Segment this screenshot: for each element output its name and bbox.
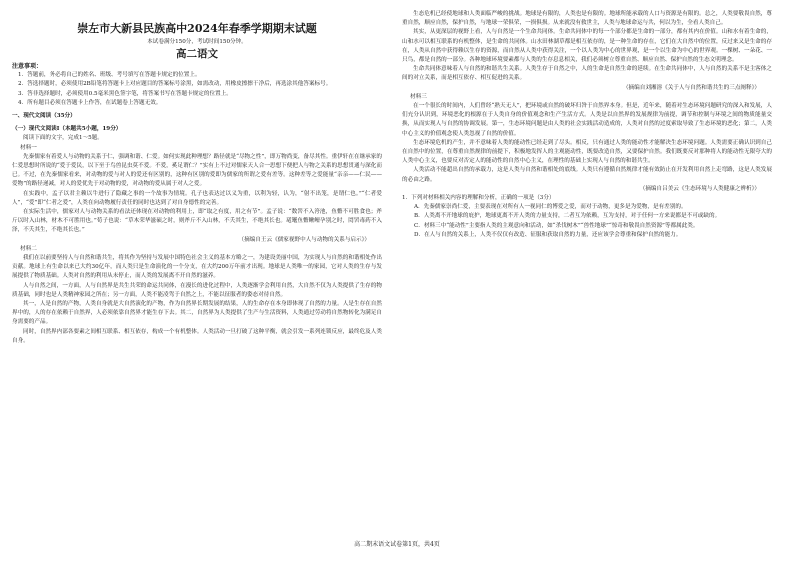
reading-instruction: 阅读下面的文字，完成1～5题。 — [23, 135, 103, 142]
paragraph: 先秦儒家有着爱人与动物的关系于仁，强调和谐、仁爱。如何实现此种理想？路径就是“尽物之性”，即万物尚变，备尽其性。重伊轩在在继承家的仁爱思想时所说的“爱于爱民，以下至于鸟兽昆虫莫不爱。不爱，奚足谓仁？”实有上不过对儒家天人合一思想下便把人与物之关系的思想贯通与深化而已。不过，在先秦儒家看来，对动物的爱与对人的爱还有区别的，这种有区别的爱即为儒家的所谓之爱有差等。这种差等之爱能量“亲亲——仁民——爱物”的路径递减，对人的爱优先于对动物的爱，对动物的爱从属于对人之爱。 — [12, 153, 382, 188]
question-option: C．材料三中“能动性”主要指人类的主观意向和活动，如“杀伐树木”“兽性地球”“惊奇和敬畏自然资源”等都属此类。 — [414, 222, 699, 229]
paragraph: 人类活动不能超出自然的承载力，这是人类与自然和谐相处的底线。人类只有遵循自然规律才能有效防止在开发利用自然上走弯路，这是人类发展的必由之路。 — [402, 167, 772, 183]
material-label: 材料三 — [410, 93, 427, 100]
paragraph: 在实践中，孟子以君主赖以牛进行了隐藏之事的一个故事为情境。孔子也表达过以义为重，以利为轻，认为，“射不出笼，是谓仁也。”“仁者爱人”，“爱”即“仁者之爱”，人类在向动物履行责任的同时也达到了对自身德性的完善。 — [12, 190, 382, 206]
paragraph: 在一个很长的时间内，人们曾经“熟天无人”，把环境或自然的破坏归咎于自然界本身。但是，近年来，随着对生态环境问题研究的深入和发展，人们充分认识到，环境恶化的根源在于人类自身的价值观念和生产生活方式。人类是以自然界的发展规律为前提，调节和控制与环境之间的物质能量交换，从而实现人与自然的协调发展。第一，生态环境问题是由人类的社会实践活动造成的，人类对自然的过度索取导致了生态环境的恶化；第二，人类中心主义的价值观念使人类忽视了自然的价值。 — [402, 103, 772, 137]
paragraph: 其一，人是自然的产物，人类自身就是大自然演化的产物，作为自然界长期发展的结果，人的生命存在本身即体现了自然的力量。人是生存在自然界中的，人的存在依赖于自然界，人必须依靠自然界才能生存下去。其二，自然界为人类提供了生产与生活资料，人类通过劳动将自然物转化为满足自身需要的产品。 — [12, 301, 382, 326]
paragraph: 在实际生活中，儒家对人与动物关系的看法还体现在对动物的利用上，即“取之有度，用之有节”。孟子说：“数罟不入洿池，鱼鳖不可胜食也；斧斤以时入山林，材木不可胜用也。”荀子也说：“草木荣华滋硕之时，则斧斤不入山林，不夭其生，不绝其长也。鼋鼍鱼鳖鳅鳣孕别之时，罔罟毒药不入泽，不夭其生，不绝其长也。” — [12, 209, 382, 234]
notice-item: 4．所有题目必须在答题卡上作答，在试题卷上答题无效。 — [18, 99, 162, 106]
question-option: A．先秦儒家崇尚仁爱，主要表现在对所有人一视同仁的博爱之爱，而对于动物，更多是为爱物，是有差别的。 — [414, 204, 687, 211]
question-option: D．在人与自然的关系上，人类不仅仅有改造、征服和获取自然的力量，还应该学会尊重和保护自然的能力。 — [414, 231, 682, 238]
notice-item: 3．答非选择题时，必须使用0.5毫米黑色签字笔，将答案书写在答题卡规定的位置上。 — [18, 90, 232, 97]
left-column — [12, 10, 382, 530]
paragraph: 生命共同体意味着人与自然的和谐共生关系。人类生存于自然之中，人的生命是自然生命的延续。在生命共同体中，人与自然的关系不是主客体之间的对立关系，而是相互依存、相互促进的关系。 — [402, 66, 772, 82]
paragraph: 我们在以前要坚持人与自然和谐共生，将其作为坚持与发展中国特色社会主义的基本方略之一，为建设美丽中国，为实现人与自然的和谐相处作出贡献。地球上有生命以来已大约30亿年，而人类只是生命演化的一个分支，在大约200万年前才出现。地球是人类唯一的家园，它对人类的生存与发展提供了物质基础。人类对自然的利用从未停止，而人类的发展离不开自然的滋养。 — [12, 255, 382, 280]
subject-title: 高二语文 — [176, 48, 218, 60]
source-citation: （摘编自王云《儒家视野中人与动物的关系与启示》） — [238, 236, 370, 243]
question-stem: 1．下列对材料相关内容的理解和分析，正确的一项是（3分） — [402, 195, 555, 202]
paragraph: 其实，从更深层的视野上看，人与自然是一个生命共同体。生命共同体中的每一个部分都是生命的一部分，都有其内在价值。山和水有着生命的，山和水可以相互联系的有机整体，是生命的共同体。山水田林湖草都是相互依存的，是一种生命的存在，它们在大自然中的位置，反过来又是生命的存在，人类从自然中获得赖以生存的资源，而自然从人类中获得关注，一个以人类为中心的世界观，是一个以生命为中心的世界观。一棵树、一朵花、一只鸟，都是自然的一部分。各种地球环境要素都与人类的生存息息相关，我们必须树立尊重自然、顺应自然、保护自然的生态文明理念。 — [402, 29, 772, 64]
paragraph: 同时，自然界内部各要素之间相互联系、相互依存，构成一个有机整体。人类活动一旦打破了这种平衡，就会引发一系列连锁反应，最终危及人类自身。 — [12, 328, 382, 344]
subsection-heading: （一）现代文阅读Ⅰ（本题共5小题，19分） — [12, 126, 122, 133]
exam-meta: 本试卷满分150分，考试时间150分钟。 — [147, 39, 247, 45]
source-citation: （摘编自刘湘溶《关于人与自然和谐共生的三点阐释》） — [622, 84, 760, 91]
exam-title: 崇左市大新县民族高中2024年春季学期期末试题 — [77, 22, 317, 35]
paragraph: 生态环境危机的产生，并不意味着人类的能动性已经走到了尽头。相反，只有通过人类的能动性才能解决生态环境问题。人类需要正确认识到自己在自然中的位置，在尊重自然规律的前提下，积极地发挥人的主观能动性，既要改造自然，又要保护自然。我们既要反对那种将人的能动性无限夸大的人类中心主义，也要反对否定人的能动性的自然中心主义，在理性的基础上实现人与自然的和谐共生。 — [402, 139, 772, 165]
page-footer: 高二期末语文试卷第1页，共4页 — [354, 541, 440, 548]
notice-item: 2．答选择题时，必须使用2B铅笔将答题卡上对应题目的答案标号涂黑，如需改动，用橡皮擦擦干净后，再选涂其他答案标号。 — [18, 81, 332, 88]
notice-title: 注意事项： — [12, 63, 43, 70]
section-heading: 一、现代文阅读（35分） — [12, 113, 76, 120]
source-citation: （摘编自吕美云《生态环境与人类健康之辨析》） — [639, 185, 760, 192]
material-label: 材料二 — [20, 245, 37, 252]
material-label: 材料一 — [20, 144, 37, 151]
paragraph: 生态危机已经使地球和人类面临严峻的挑战。地球是有限的，人类也是有限的。地球所能承载的人口与资源是有限的。总之，人类要敬畏自然，尊重自然，顺应自然，保护自然，与地球一荣俱荣，一损俱损。从来就没有救世主，人类与地球命运与共，何以为生，全看人类自己。 — [402, 11, 772, 27]
right-column — [402, 10, 772, 530]
paragraph: 人与自然之间，一方面，人与自然界是共生共荣的命运共同体，在漫长的进化过程中，人类逐渐学会利用自然，大自然不仅为人类提供了生存的物质基础，同时也是人类精神家园之所在；另一方面，人类不能凌驾于自然之上，不能以征服者的姿态对待自然。 — [12, 282, 382, 298]
notice-item: 1．答题前，务必将自己的姓名、班级、考号填写在答题卡规定的位置上。 — [18, 72, 201, 79]
question-option: B．人类离不开地球的庇护，地球更离不开人类的力量支持，二者互为依赖，互为支持，对于任何一方来说都是不可或缺的。 — [414, 213, 721, 220]
